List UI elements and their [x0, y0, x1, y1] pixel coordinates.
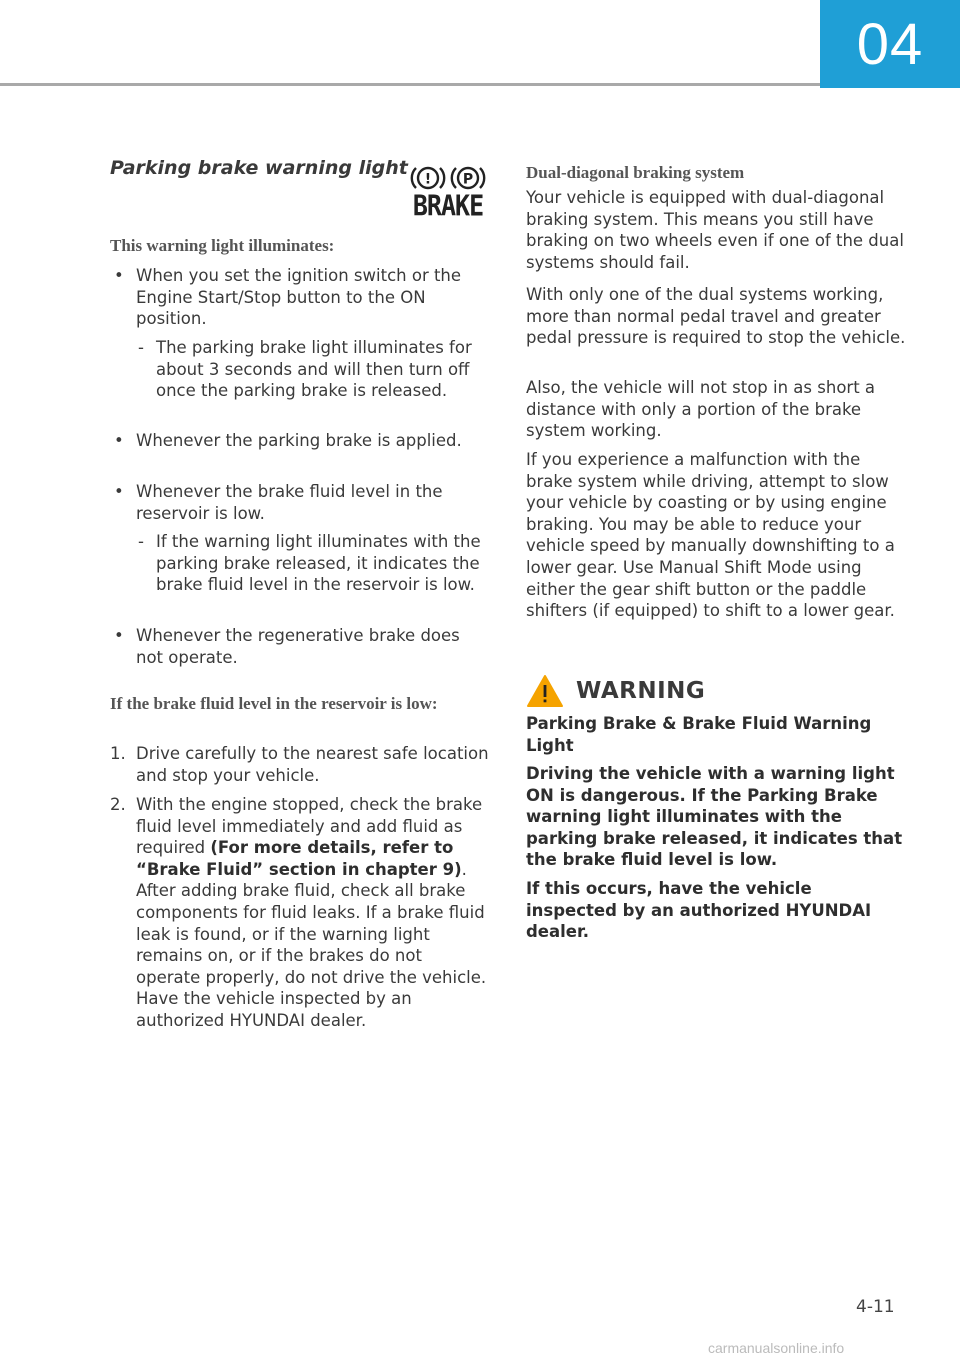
- numbered-step: 1. Drive carefully to the nearest safe location and stop your vehicle.: [110, 744, 489, 785]
- parking-brake-warning-icon: [408, 163, 488, 223]
- numbered-step: 2. With the engine stopped, check the brake fluid level immediately and add fluid as required (For more details, refer to “Brake Fluid” section in chapter 9). After adding brake fluid, check all brake components for fluid leaks. If a brake fluid leak is found, or if the warning light remains on, or if the brakes do not operate properly, do not drive the vehicle. Have the vehicle inspected by an authorized HYUNDAI dealer.: [110, 795, 487, 1030]
- chapter-tab: [820, 0, 960, 88]
- icon-symbol-p: P: [462, 171, 474, 188]
- warning-subtitle: Parking Brake & Brake Fluid Warning Light: [526, 714, 872, 755]
- warning-paragraph: Driving the vehicle with a warning light ON is dangerous. If the Parking Brake warning light illuminates with the parking brake released, it indicates that the brake fluid level is low.: [526, 764, 903, 870]
- illuminates-heading: This warning light illuminates:: [110, 236, 335, 255]
- list-item: • Whenever the parking brake is applied.: [114, 431, 462, 450]
- list-item: • Whenever the brake fluid level in the reservoir is low.: [114, 482, 443, 523]
- warning-triangle-icon: [526, 674, 564, 708]
- icon-symbol-exclamation: !: [424, 171, 432, 188]
- section-title: Parking brake warning light: [110, 157, 408, 179]
- list-item: • When you set the ignition switch or the Engine Start/Stop button to the ON position.: [114, 266, 462, 329]
- warning-paragraph: If this occurs, have the vehicle inspected by an authorized HYUNDAI dealer.: [526, 879, 872, 942]
- header-rule: [0, 83, 820, 86]
- icon-brake-label: BRAKE: [412, 188, 484, 223]
- watermark: carmanualsonline.info: [708, 1340, 845, 1356]
- list-item: • Whenever the regenerative brake does not operate.: [114, 626, 460, 667]
- paragraph: Also, the vehicle will not stop in as short a distance with only a portion of the brake system working.: [526, 378, 876, 441]
- paragraph: If you experience a malfunction with the brake system while driving, attempt to slow your vehicle by coasting or by using engine braking. You may be able to reduce your vehicle speed by manually downshifting to a lower gear. Use Manual Shift Mode using either the gear shift button or the paddle shifters (if equipped) to shift to a lower gear.: [526, 450, 895, 621]
- paragraph: With only one of the dual systems working, more than normal pedal travel and greater pedal pressure is required to stop the vehicle.: [526, 285, 906, 348]
- page-number: 4-11: [856, 1297, 895, 1317]
- warning-header: [526, 674, 705, 708]
- low-fluid-heading: If the brake fluid level in the reservoir is low:: [110, 694, 438, 713]
- chapter-number: 04: [856, 11, 924, 77]
- dual-diagonal-heading: Dual-diagonal braking system: [526, 163, 745, 182]
- list-subitem: - If the warning light illuminates with the parking brake released, it indicates the brake fluid level in the reservoir is low.: [138, 532, 481, 595]
- warning-title: WARNING: [576, 678, 706, 704]
- paragraph: Your vehicle is equipped with dual-diagonal braking system. This means you still have braking on two wheels even if one of the dual systems should fail.: [526, 188, 904, 272]
- list-subitem: - The parking brake light illuminates for about 3 seconds and will then turn off once the parking brake is released.: [138, 338, 472, 401]
